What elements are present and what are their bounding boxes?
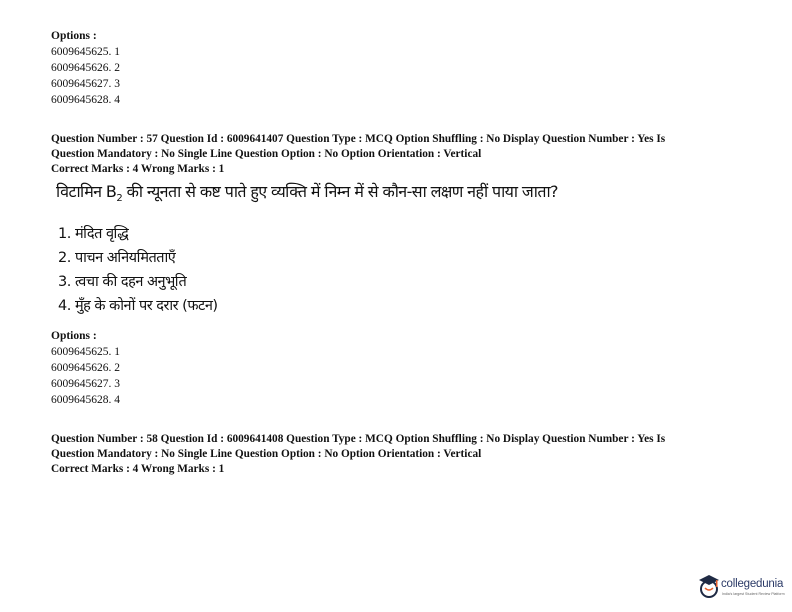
option-id: 6009645626. 2 (51, 362, 120, 374)
choice-item: 4. मुँह के कोनों पर दरार (फटन) (58, 298, 218, 314)
option-id: 6009645627. 3 (51, 378, 120, 390)
options-heading: Options : (51, 330, 97, 342)
option-id: 6009645628. 4 (51, 394, 120, 406)
options-block-top (51, 28, 120, 108)
logo-name: collegedunia (721, 578, 784, 590)
options-block-q57 (51, 328, 120, 408)
option-id: 6009645626. 2 (51, 62, 120, 74)
question-subscript: 2 (116, 193, 123, 205)
question-meta-line: Question Mandatory : No Single Line Question Option : No Option Orientation : Vertical (51, 448, 482, 460)
choice-item: 2. पाचन अनियमितताएँ (58, 250, 176, 266)
question-text-part: की न्यूनता से कष्ट पाते हुए व्यक्ति में निम्न में से कौन-सा लक्षण नहीं पाया जाता? (122, 182, 558, 201)
options-heading: Options : (51, 30, 97, 42)
collegedunia-logo (697, 572, 789, 602)
question-marks: Correct Marks : 4 Wrong Marks : 1 (51, 163, 225, 175)
option-id: 6009645628. 4 (51, 94, 120, 106)
option-id: 6009645625. 1 (51, 46, 120, 58)
choice-item: 3. त्वचा की दहन अनुभूति (58, 274, 187, 290)
question-text-part: विटामिन B (56, 182, 117, 201)
question-marks: Correct Marks : 4 Wrong Marks : 1 (51, 463, 225, 475)
logo-tagline: India's largest Student Review Platform (722, 592, 785, 596)
question-meta-line: Question Mandatory : No Single Line Question Option : No Option Orientation : Vertical (51, 148, 482, 160)
option-id: 6009645627. 3 (51, 78, 120, 90)
question-58-meta (51, 432, 665, 477)
question-57-choices (58, 222, 218, 318)
graduation-cap-icon (697, 574, 721, 600)
option-id: 6009645625. 1 (51, 346, 120, 358)
question-meta-line: Question Number : 58 Question Id : 6009641408 Question Type : MCQ Option Shuffling : No Display Question Number : Yes Is (51, 433, 666, 445)
question-57-text (56, 181, 558, 210)
choice-item: 1. मंदित वृद्धि (58, 226, 129, 242)
question-meta-line: Question Number : 57 Question Id : 6009641407 Question Type : MCQ Option Shuffling : No Display Question Number : Yes Is (51, 133, 666, 145)
question-57-meta (51, 132, 665, 177)
